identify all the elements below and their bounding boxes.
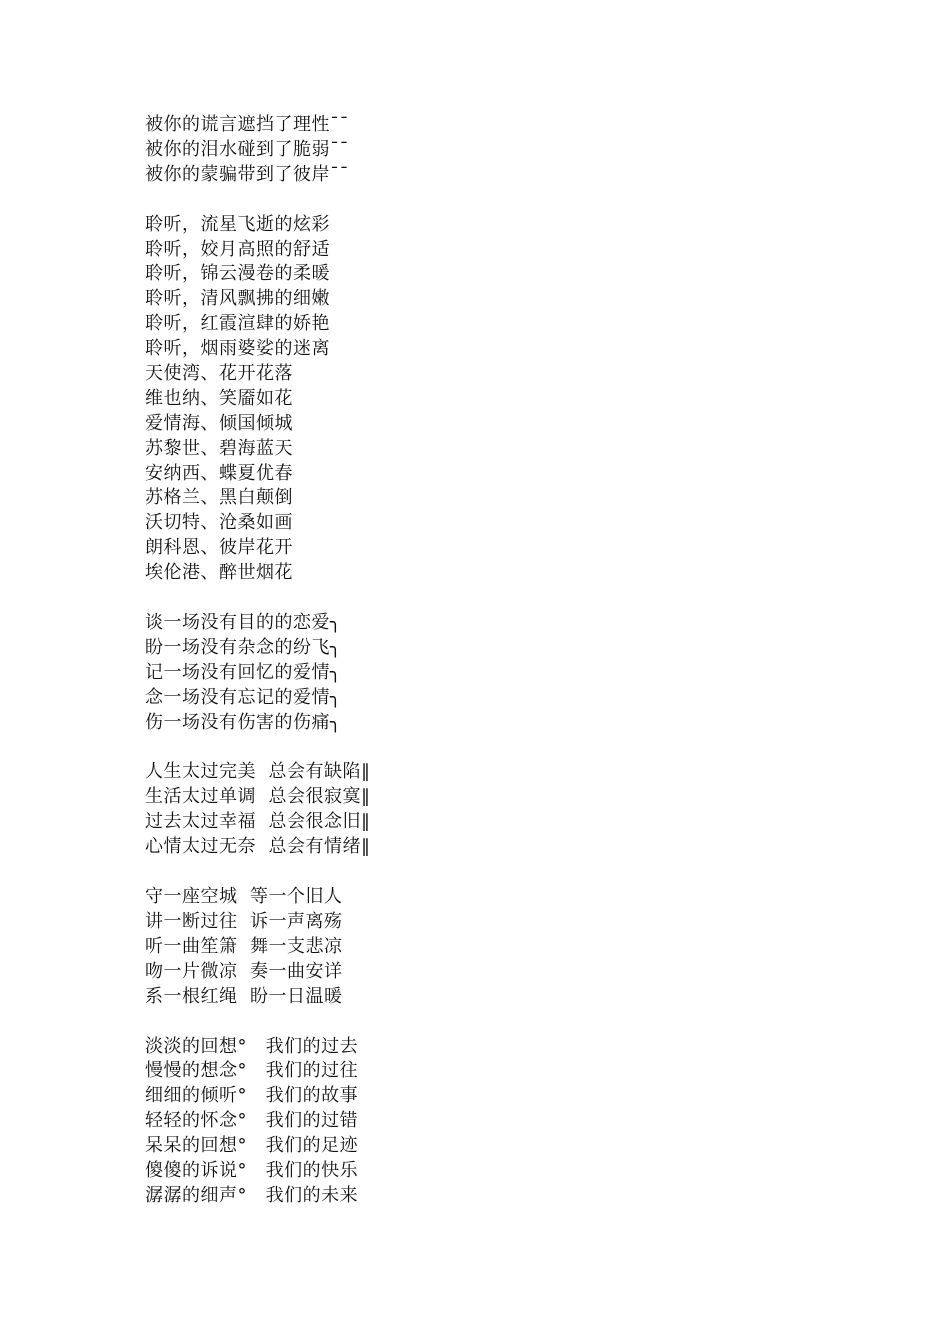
stanza-3: [145, 611, 845, 735]
poem-line: 被你的谎言遮挡了理性¯¯: [145, 114, 349, 135]
poem-line: 聆听，烟雨婆娑的迷离: [145, 338, 330, 360]
stanza-5: [145, 885, 845, 1009]
poem-line: 爱情海、倾国倾城: [145, 412, 293, 434]
poem-line: 念一场没有忘记的爱情╮: [145, 686, 342, 708]
poem-line: 苏格兰、黑白颠倒: [145, 487, 293, 509]
poem-line: 沃切特、沧桑如画: [145, 512, 293, 534]
poem-line: 慢慢的想念° 我们的过往: [145, 1060, 359, 1082]
poem-line: 聆听，红霞渲肆的娇艳: [145, 313, 330, 335]
poem-line: 生活太过单调 总会很寂寞‖: [145, 786, 371, 808]
poem-line: 安纳西、蝶夏优春: [145, 462, 293, 484]
poem-line: 淡淡的回想° 我们的过去: [145, 1035, 359, 1057]
poem-line: 聆听，清风飘拂的细嫩: [145, 288, 330, 310]
poem-line: 傻傻的诉说° 我们的快乐: [145, 1159, 359, 1181]
poem-line: 细细的倾听° 我们的故事: [145, 1085, 359, 1107]
poem-line: 天使湾、花开花落: [145, 363, 293, 385]
poem-line: 维也纳、笑靥如花: [145, 387, 293, 409]
poem-line: 听一曲笙箫 舞一支悲凉: [145, 935, 343, 957]
poem-line: 人生太过完美 总会有缺陷‖: [145, 761, 371, 783]
poem-document: [145, 113, 845, 1234]
poem-line: 伤一场没有伤害的伤痛╮: [145, 711, 342, 733]
poem-line: 呆呆的回想° 我们的足迹: [145, 1135, 359, 1157]
poem-line: 盼一场没有杂念的纷飞╮: [145, 636, 342, 658]
stanza-6: [145, 1035, 845, 1209]
poem-line: 聆听，姣月高照的舒适: [145, 238, 330, 260]
poem-line: 朗科恩、彼岸花开: [145, 537, 293, 559]
poem-line: 潺潺的细声° 我们的未来: [145, 1184, 359, 1206]
poem-line: 聆听，锦云漫卷的柔暖: [145, 263, 330, 285]
poem-line: 过去太过幸福 总会很念旧‖: [145, 811, 371, 833]
poem-line: 心情太过无奈 总会有情绪‖: [145, 836, 371, 858]
poem-line: 记一场没有回忆的爱情╮: [145, 661, 342, 683]
poem-line: 守一座空城 等一个旧人: [145, 886, 343, 908]
stanza-1: [145, 113, 845, 188]
poem-line: 被你的蒙骗带到了彼岸¯¯: [145, 163, 349, 185]
poem-line: 系一根红绳 盼一日温暖: [145, 985, 343, 1007]
poem-line: 轻轻的怀念° 我们的过错: [145, 1110, 359, 1132]
poem-line: 吻一片微凉 奏一曲安详: [145, 960, 343, 982]
poem-line: 埃伦港、醉世烟花: [145, 562, 293, 584]
stanza-2: [145, 213, 845, 586]
poem-line: 聆听，流星飞逝的炫彩: [145, 213, 330, 235]
poem-line: 讲一断过往 诉一声离殇: [145, 910, 343, 932]
poem-line: 被你的泪水碰到了脆弱¯¯: [145, 138, 349, 160]
stanza-4: [145, 760, 845, 860]
poem-line: 苏黎世、碧海蓝天: [145, 437, 293, 459]
poem-line: 谈一场没有目的的恋爱╮: [145, 612, 342, 634]
